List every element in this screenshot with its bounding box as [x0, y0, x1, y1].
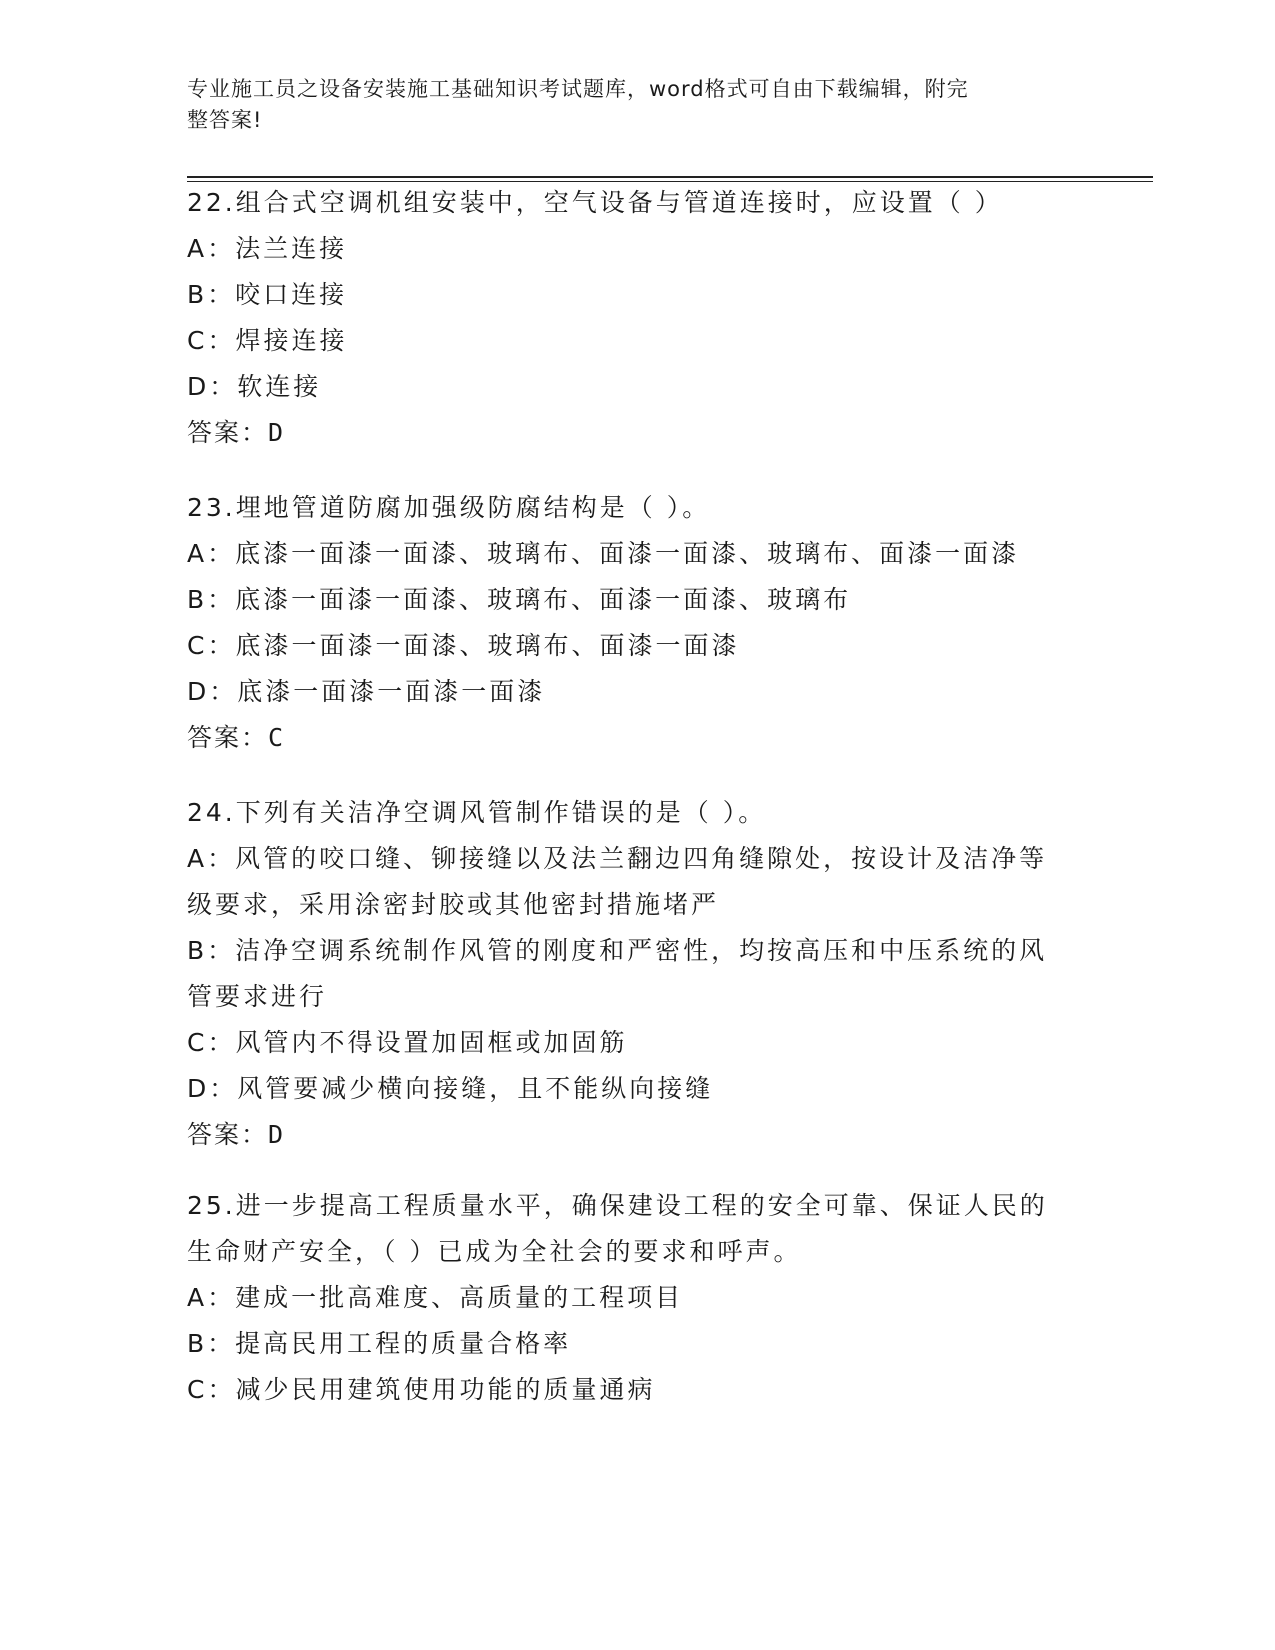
question-24	[187, 790, 1087, 1158]
option-c: C：底漆一面漆一面漆、玻璃布、面漆一面漆	[187, 631, 740, 660]
question-22	[187, 180, 1087, 456]
option-a: A：风管的咬口缝、铆接缝以及法兰翻边四角缝隙处，按设计及洁净等	[187, 844, 1048, 873]
option-a: A：建成一批高难度、高质量的工程项目	[187, 1283, 684, 1312]
option-b: B：洁净空调系统制作风管的刚度和严密性，均按高压和中压系统的风	[187, 936, 1048, 965]
question-stem-continued: 生命财产安全，（ ）已成为全社会的要求和呼声。	[187, 1237, 802, 1266]
option-d: D：软连接	[187, 372, 322, 401]
document-header	[187, 74, 1067, 136]
option-d: D：风管要减少横向接缝，且不能纵向接缝	[187, 1074, 714, 1103]
option-d: D：底漆一面漆一面漆一面漆	[187, 677, 546, 706]
answer-label: 答案：	[187, 1120, 269, 1149]
question-25	[187, 1183, 1087, 1413]
answer-line	[187, 410, 1087, 456]
option-b-continued: 管要求进行	[187, 982, 328, 1011]
question-stem: 24.下列有关洁净空调风管制作错误的是（ ）。	[187, 798, 767, 827]
question-stem: 23.埋地管道防腐加强级防腐结构是（ ）。	[187, 493, 711, 522]
answer-value: D	[268, 1120, 286, 1149]
option-a-continued: 级要求，采用涂密封胶或其他密封措施堵严	[187, 890, 720, 919]
question-stem: 25.进一步提高工程质量水平，确保建设工程的安全可靠、保证人民的	[187, 1191, 1048, 1220]
question-23	[187, 485, 1087, 761]
answer-value: D	[268, 418, 286, 447]
option-a: A：法兰连接	[187, 234, 348, 263]
option-b: B：提高民用工程的质量合格率	[187, 1329, 572, 1358]
option-a: A：底漆一面漆一面漆、玻璃布、面漆一面漆、玻璃布、面漆一面漆	[187, 539, 1020, 568]
answer-line	[187, 715, 1087, 761]
header-line-2: 整答案!	[187, 108, 263, 132]
answer-value: C	[268, 723, 286, 752]
option-c: C：减少民用建筑使用功能的质量通病	[187, 1375, 656, 1404]
answer-label: 答案：	[187, 723, 269, 752]
header-divider-thick	[187, 176, 1153, 178]
option-b: B：底漆一面漆一面漆、玻璃布、面漆一面漆、玻璃布	[187, 585, 852, 614]
header-line-1: 专业施工员之设备安装施工基础知识考试题库，word格式可自由下载编辑，附完	[187, 77, 969, 101]
option-b: B：咬口连接	[187, 280, 348, 309]
option-c: C：风管内不得设置加固框或加固筋	[187, 1028, 628, 1057]
option-c: C：焊接连接	[187, 326, 348, 355]
answer-label: 答案：	[187, 418, 269, 447]
answer-line	[187, 1112, 1087, 1158]
question-stem: 22.组合式空调机组安装中，空气设备与管道连接时，应设置（ ）	[187, 188, 1003, 217]
